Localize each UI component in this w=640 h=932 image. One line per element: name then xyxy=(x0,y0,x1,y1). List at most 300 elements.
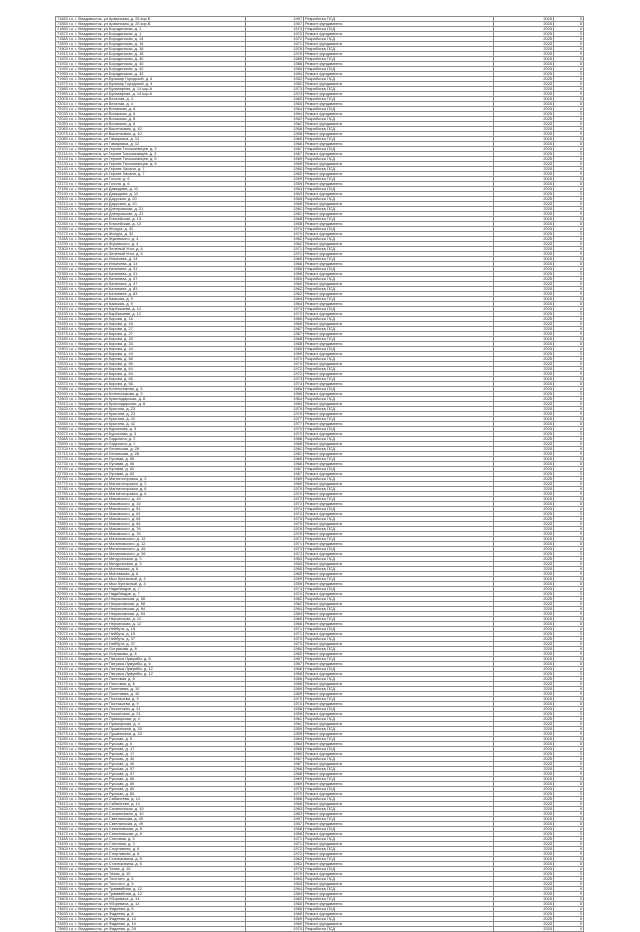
cell-work-type: Разработка ПСД xyxy=(304,767,494,772)
cell-plan-year: 2025 xyxy=(494,752,554,757)
cell-built-year: 1961 xyxy=(246,212,304,217)
cell-plan-year: 2025 xyxy=(494,162,554,167)
cell-work-type: Разработка ПСД xyxy=(304,717,494,722)
cell-plan-year: 2025 xyxy=(494,852,554,857)
cell-address: 73513 г.о. г. Владивосток, ул Спортивная, д. 8 xyxy=(56,852,246,857)
cell-built-year: 1960 xyxy=(246,647,304,652)
cell-plan-year: 2025 xyxy=(494,827,554,832)
cell-value: 0 xyxy=(554,877,584,882)
cell-plan-year: 2025 xyxy=(494,17,554,22)
cell-plan-year: 2025 xyxy=(494,32,554,37)
cell-work-type: Ремонт фундамента xyxy=(304,212,494,217)
cell-built-year: 1973 xyxy=(246,92,304,97)
cell-built-year: 1958 xyxy=(246,267,304,272)
cell-value: 0 xyxy=(554,437,584,442)
cell-address: 72893 г.о. г. Владивосток, ул Малиновского, д. 12 xyxy=(56,542,246,547)
cell-value: 0 xyxy=(554,677,584,682)
cell-address: 73283 г.о. г. Владивосток, ул Русская, д. 5 xyxy=(56,737,246,742)
cell-value: 0 xyxy=(554,737,584,742)
cell-work-type: Разработка ПСД xyxy=(304,307,494,312)
cell-built-year: 1958 xyxy=(246,127,304,132)
cell-plan-year: 2025 xyxy=(494,917,554,922)
cell-value: 0 xyxy=(554,202,584,207)
cell-built-year: 1967 xyxy=(246,152,304,157)
cell-work-type: Ремонт фундамента xyxy=(304,642,494,647)
cell-address: 73403 г.о. г. Владивосток, ул Сабанеева, д. 14 xyxy=(56,797,246,802)
cell-work-type: Разработка ПСД xyxy=(304,847,494,852)
cell-work-type: Разработка ПСД xyxy=(304,107,494,112)
cell-plan-year: 2025 xyxy=(494,487,554,492)
cell-value: 0 xyxy=(554,892,584,897)
cell-address: 72773 г.о. г. Владивосток, ул Магнитогорская, д. 2 xyxy=(56,482,246,487)
cell-value: 0 xyxy=(554,692,584,697)
cell-address: 72223 г.о. г. Владивосток, ул Днепровская, д. 21 xyxy=(56,207,246,212)
cell-value: 0 xyxy=(554,567,584,572)
table-body xyxy=(56,17,584,932)
cell-value: 0 xyxy=(554,322,584,327)
cell-built-year: 1969 xyxy=(246,352,304,357)
cell-plan-year: 2025 xyxy=(494,357,554,362)
cell-value: 0 xyxy=(554,337,584,342)
cell-address: 73393 г.о. г. Владивосток, ул Русская, д. 80 xyxy=(56,792,246,797)
cell-built-year: 1971 xyxy=(246,632,304,637)
cell-plan-year: 2025 xyxy=(494,817,554,822)
cell-value: 0 xyxy=(554,282,584,287)
cell-built-year: 1970 xyxy=(246,792,304,797)
cell-address: 73263 г.о. г. Владивосток, ул Пушкинская, д. 33 xyxy=(56,727,246,732)
cell-value: 0 xyxy=(554,917,584,922)
cell-address: 72803 г.о. г. Владивосток, ул Маковского, д. 15 xyxy=(56,497,246,502)
cell-address: 73273 г.о. г. Владивосток, ул Пушкинская, д. 33 xyxy=(56,732,246,737)
cell-value: 0 xyxy=(554,467,584,472)
cell-work-type: Разработка ПСД xyxy=(304,757,494,762)
cell-work-type: Разработка ПСД xyxy=(304,707,494,712)
cell-address: 71873 г.о. г. Владивосток, ул Бородинская, д. 1 xyxy=(56,32,246,37)
cell-built-year: 1960 xyxy=(246,897,304,902)
cell-plan-year: 2025 xyxy=(494,397,554,402)
cell-address: 73313 г.о. г. Владивосток, ул Русская, д. 17 xyxy=(56,752,246,757)
cell-address: 73013 г.о. г. Владивосток, ул Некрасовская, д. 58 xyxy=(56,602,246,607)
cell-built-year: 1958 xyxy=(246,712,304,717)
cell-built-year: 1973 xyxy=(246,32,304,37)
cell-built-year: 1957 xyxy=(246,822,304,827)
cell-work-type: Разработка ПСД xyxy=(304,657,494,662)
cell-work-type: Разработка ПСД xyxy=(304,197,494,202)
cell-work-type: Разработка ПСД xyxy=(304,887,494,892)
cell-address: 73483 г.о. г. Владивосток, ул Снеговая, д. 3 xyxy=(56,837,246,842)
cell-value: 0 xyxy=(554,242,584,247)
cell-plan-year: 2025 xyxy=(494,772,554,777)
cell-built-year: 1967 xyxy=(246,147,304,152)
cell-built-year: 1969 xyxy=(246,917,304,922)
cell-built-year: 1966 xyxy=(246,262,304,267)
cell-work-type: Разработка ПСД xyxy=(304,827,494,832)
cell-address: 72353 г.о. г. Владивосток, ул Калинина, д. 31 xyxy=(56,272,246,277)
cell-plan-year: 2025 xyxy=(494,412,554,417)
cell-built-year: 1971 xyxy=(246,627,304,632)
cell-work-type: Разработка ПСД xyxy=(304,637,494,642)
cell-work-type: Разработка ПСД xyxy=(304,907,494,912)
cell-built-year: 1970 xyxy=(246,787,304,792)
cell-plan-year: 2025 xyxy=(494,617,554,622)
cell-address: 73153 г.о. г. Владивосток, ул Патриса Лумумбы, д. 12 xyxy=(56,672,246,677)
cell-work-type: Ремонт фундамента xyxy=(304,792,494,797)
cell-work-type: Разработка ПСД xyxy=(304,577,494,582)
cell-built-year: 1970 xyxy=(246,492,304,497)
cell-address: 72203 г.о. г. Владивосток, ул Даурская, д. 20 xyxy=(56,197,246,202)
cell-built-year: 1958 xyxy=(246,827,304,832)
cell-address: 73253 г.о. г. Владивосток, ул Приморская, д. 4 xyxy=(56,722,246,727)
cell-plan-year: 2025 xyxy=(494,542,554,547)
cell-value: 0 xyxy=(554,527,584,532)
cell-address: 72623 г.о. г. Владивосток, ул Крыгина, д. 23 xyxy=(56,407,246,412)
cell-work-type: Ремонт фундамента xyxy=(304,482,494,487)
cell-address: 73663 г.о. г. Владивосток, ул Фадеева, д. 28 xyxy=(56,927,246,932)
cell-built-year: 1971 xyxy=(246,537,304,542)
cell-built-year: 1967 xyxy=(246,327,304,332)
cell-address: 73413 г.о. г. Владивосток, ул Сабанеева, д. 14 xyxy=(56,802,246,807)
cell-work-type: Ремонт фундамента xyxy=(304,732,494,737)
cell-work-type: Ремонт фундамента xyxy=(304,672,494,677)
cell-plan-year: 2025 xyxy=(494,272,554,277)
cell-value: 0 xyxy=(554,357,584,362)
cell-plan-year: 2025 xyxy=(494,312,554,317)
cell-work-type: Ремонт фундамента xyxy=(304,472,494,477)
cell-work-type: Ремонт фундамента xyxy=(304,662,494,667)
cell-value: 0 xyxy=(554,627,584,632)
cell-plan-year: 2025 xyxy=(494,207,554,212)
cell-work-type: Разработка ПСД xyxy=(304,317,494,322)
cell-plan-year: 2025 xyxy=(494,767,554,772)
cell-value: 0 xyxy=(554,422,584,427)
cell-work-type: Ремонт фундамента xyxy=(304,392,494,397)
cell-address: 72763 г.о. г. Владивосток, ул Магнитогорская, д. 2 xyxy=(56,477,246,482)
cell-built-year: 1969 xyxy=(246,782,304,787)
cell-address: 73433 г.о. г. Владивосток, ул Сахалинская, д. 10 xyxy=(56,812,246,817)
cell-plan-year: 2025 xyxy=(494,832,554,837)
cell-value: 0 xyxy=(554,862,584,867)
cell-built-year: 1963 xyxy=(246,807,304,812)
cell-work-type: Ремонт фундамента xyxy=(304,682,494,687)
cell-plan-year: 2025 xyxy=(494,657,554,662)
cell-work-type: Разработка ПСД xyxy=(304,267,494,272)
cell-work-type: Ремонт фундамента xyxy=(304,222,494,227)
cell-plan-year: 2025 xyxy=(494,372,554,377)
cell-address: 72713 г.о. г. Владивосток, ул Ленинская, д. 28 xyxy=(56,452,246,457)
cell-work-type: Ремонт фундамента xyxy=(304,302,494,307)
cell-value: 0 xyxy=(554,352,584,357)
cell-plan-year: 2025 xyxy=(494,332,554,337)
cell-address: 73353 г.о. г. Владивосток, ул Русская, д. 57 xyxy=(56,772,246,777)
cell-value: 0 xyxy=(554,632,584,637)
cell-value: 0 xyxy=(554,577,584,582)
cell-plan-year: 2025 xyxy=(494,482,554,487)
cell-work-type: Разработка ПСД xyxy=(304,37,494,42)
cell-value: 0 xyxy=(554,797,584,802)
cell-built-year: 1973 xyxy=(246,307,304,312)
cell-plan-year: 2025 xyxy=(494,747,554,752)
cell-address: 72883 г.о. г. Владивосток, ул Малиновского, д. 12 xyxy=(56,537,246,542)
cell-built-year: 1952 xyxy=(246,77,304,82)
cell-value: 0 xyxy=(554,687,584,692)
cell-value: 0 xyxy=(554,377,584,382)
cell-work-type: Разработка ПСД xyxy=(304,417,494,422)
cell-plan-year: 2025 xyxy=(494,177,554,182)
cell-work-type: Разработка ПСД xyxy=(304,517,494,522)
cell-work-type: Ремонт фундамента xyxy=(304,92,494,97)
cell-work-type: Ремонт фундамента xyxy=(304,272,494,277)
cell-work-type: Разработка ПСД xyxy=(304,817,494,822)
cell-address: 72143 г.о. г. Владивосток, ул Героев Хасана, д. 7 xyxy=(56,167,246,172)
cell-value: 0 xyxy=(554,267,584,272)
cell-built-year: 1965 xyxy=(246,317,304,322)
cell-work-type: Ремонт фундамента xyxy=(304,852,494,857)
cell-plan-year: 2025 xyxy=(494,212,554,217)
cell-work-type: Разработка ПСД xyxy=(304,157,494,162)
cell-value: 0 xyxy=(554,702,584,707)
cell-built-year: 1959 xyxy=(246,727,304,732)
cell-value: 0 xyxy=(554,197,584,202)
cell-address: 73603 г.о. г. Владивосток, ул Уборевича, д. 13 xyxy=(56,897,246,902)
cell-plan-year: 2025 xyxy=(494,802,554,807)
cell-plan-year: 2025 xyxy=(494,252,554,257)
cell-address: 72533 г.о. г. Владивосток, ул Кирова, д. 56 xyxy=(56,362,246,367)
cell-work-type: Разработка ПСД xyxy=(304,377,494,382)
cell-work-type: Разработка ПСД xyxy=(304,537,494,542)
cell-built-year: 1965 xyxy=(246,202,304,207)
cell-work-type: Разработка ПСД xyxy=(304,117,494,122)
cell-address: 72063 г.о. г. Владивосток, ул Выселковая, д. 10 xyxy=(56,127,246,132)
cell-built-year: 1962 xyxy=(246,862,304,867)
cell-value: 0 xyxy=(554,82,584,87)
cell-address: 72633 г.о. г. Владивосток, ул Крыгина, д. 23 xyxy=(56,412,246,417)
cell-work-type: Ремонт фундамента xyxy=(304,172,494,177)
cell-address: 72403 г.о. г. Владивосток, ул Камская, д. 9 xyxy=(56,297,246,302)
cell-value: 0 xyxy=(554,852,584,857)
cell-value: 0 xyxy=(554,277,584,282)
cell-value: 0 xyxy=(554,342,584,347)
cell-work-type: Ремонт фундамента xyxy=(304,742,494,747)
cell-plan-year: 2025 xyxy=(494,452,554,457)
cell-plan-year: 2025 xyxy=(494,182,554,187)
cell-value: 0 xyxy=(554,62,584,67)
cell-work-type: Ремонт фундамента xyxy=(304,252,494,257)
cell-work-type: Разработка ПСД xyxy=(304,347,494,352)
cell-value: 0 xyxy=(554,427,584,432)
cell-plan-year: 2025 xyxy=(494,687,554,692)
cell-value: 0 xyxy=(554,847,584,852)
cell-built-year: 1965 xyxy=(246,197,304,202)
cell-value: 0 xyxy=(554,472,584,477)
cell-address: 72023 г.о. г. Владивосток, ул Волжская, д. 6 xyxy=(56,107,246,112)
cell-built-year: 1975 xyxy=(246,872,304,877)
cell-work-type: Разработка ПСД xyxy=(304,397,494,402)
cell-plan-year: 2025 xyxy=(494,42,554,47)
cell-work-type: Разработка ПСД xyxy=(304,427,494,432)
cell-value: 0 xyxy=(554,272,584,277)
cell-built-year: 1958 xyxy=(246,832,304,837)
cell-plan-year: 2025 xyxy=(494,202,554,207)
cell-address: 73103 г.о. г. Владивосток, ул Острякова, д. 8 xyxy=(56,647,246,652)
cell-work-type: Ремонт фундамента xyxy=(304,122,494,127)
cell-work-type: Ремонт фундамента xyxy=(304,922,494,927)
cell-work-type: Ремонт фундамента xyxy=(304,702,494,707)
cell-plan-year: 2025 xyxy=(494,782,554,787)
cell-plan-year: 2025 xyxy=(494,877,554,882)
cell-work-type: Разработка ПСД xyxy=(304,527,494,532)
cell-work-type: Ремонт фундамента xyxy=(304,552,494,557)
cell-value: 0 xyxy=(554,347,584,352)
cell-plan-year: 2025 xyxy=(494,457,554,462)
cell-value: 0 xyxy=(554,722,584,727)
cell-built-year: 1967 xyxy=(246,467,304,472)
cell-address: 72983 г.о. г. Владивосток, ул Надибаидзе, д. 7 xyxy=(56,587,246,592)
cell-value: 0 xyxy=(554,72,584,77)
cell-work-type: Ремонт фундамента xyxy=(304,422,494,427)
cell-plan-year: 2025 xyxy=(494,517,554,522)
cell-address: 72963 г.о. г. Владивосток, ул Мыс Кунгасный, д. 4 xyxy=(56,577,246,582)
cell-address: 71913 г.о. г. Владивосток, ул Бородинская, д. 18 xyxy=(56,52,246,57)
cell-value: 0 xyxy=(554,57,584,62)
cell-value: 0 xyxy=(554,42,584,47)
cell-plan-year: 2025 xyxy=(494,897,554,902)
cell-built-year: 1969 xyxy=(246,922,304,927)
cell-work-type: Ремонт фундамента xyxy=(304,402,494,407)
cell-work-type: Разработка ПСД xyxy=(304,777,494,782)
cell-address: 73593 г.о. г. Владивосток, ул Трамвайная, д. 12 xyxy=(56,892,246,897)
cell-built-year: 1970 xyxy=(246,487,304,492)
cell-built-year: 1967 xyxy=(246,332,304,337)
cell-work-type: Ремонт фундамента xyxy=(304,332,494,337)
cell-value: 0 xyxy=(554,207,584,212)
cell-address: 73033 г.о. г. Владивосток, ул Некрасовская, д. 84 xyxy=(56,612,246,617)
cell-plan-year: 2025 xyxy=(494,227,554,232)
cell-address: 73203 г.о. г. Владивосток, ул Постышева, д. 9 xyxy=(56,697,246,702)
cell-plan-year: 2025 xyxy=(494,142,554,147)
cell-work-type: Разработка ПСД xyxy=(304,557,494,562)
cell-built-year: 1969 xyxy=(246,157,304,162)
cell-built-year: 1966 xyxy=(246,617,304,622)
cell-address: 72473 г.о. г. Владивосток, ул Кирова, д. 27 xyxy=(56,332,246,337)
cell-address: 72193 г.о. г. Владивосток, ул Давыдова, д. 12 xyxy=(56,192,246,197)
cell-work-type: Разработка ПСД xyxy=(304,247,494,252)
cell-plan-year: 2025 xyxy=(494,867,554,872)
cell-plan-year: 2025 xyxy=(494,892,554,897)
cell-address: 72243 г.о. г. Владивосток, ул Енисейская, д. 13 xyxy=(56,217,246,222)
cell-plan-year: 2025 xyxy=(494,527,554,532)
cell-built-year: 1978 xyxy=(246,52,304,57)
cell-plan-year: 2025 xyxy=(494,347,554,352)
cell-plan-year: 2025 xyxy=(494,602,554,607)
cell-work-type: Ремонт фундамента xyxy=(304,612,494,617)
cell-plan-year: 2025 xyxy=(494,102,554,107)
cell-plan-year: 2025 xyxy=(494,367,554,372)
cell-value: 0 xyxy=(554,117,584,122)
cell-plan-year: 2025 xyxy=(494,627,554,632)
cell-built-year: 1961 xyxy=(246,722,304,727)
cell-value: 0 xyxy=(554,332,584,337)
cell-value: 0 xyxy=(554,252,584,257)
cell-value: 0 xyxy=(554,522,584,527)
cell-value: 0 xyxy=(554,167,584,172)
cell-address: 71973 г.о. г. Владивосток, ул Бульвар Городской, д. 4 xyxy=(56,82,246,87)
cell-built-year: 1962 xyxy=(246,857,304,862)
cell-work-type: Ремонт фундамента xyxy=(304,182,494,187)
cell-work-type: Ремонт фундамента xyxy=(304,602,494,607)
cell-built-year: 1966 xyxy=(246,802,304,807)
cell-work-type: Ремонт фундамента xyxy=(304,102,494,107)
cell-plan-year: 2025 xyxy=(494,692,554,697)
cell-work-type: Ремонт фундамента xyxy=(304,842,494,847)
cell-plan-year: 2025 xyxy=(494,237,554,242)
cell-plan-year: 2025 xyxy=(494,597,554,602)
cell-address: 71983 г.о. г. Владивосток, ул Бульварная, д. 14 кор.А xyxy=(56,87,246,92)
cell-plan-year: 2025 xyxy=(494,557,554,562)
cell-built-year: 1969 xyxy=(246,347,304,352)
cell-plan-year: 2025 xyxy=(494,362,554,367)
cell-work-type: Ремонт фундамента xyxy=(304,72,494,77)
cell-value: 0 xyxy=(554,667,584,672)
cell-address: 72093 г.о. г. Владивосток, ул Гамарника, д. 12 xyxy=(56,142,246,147)
cell-value: 0 xyxy=(554,147,584,152)
cell-plan-year: 2025 xyxy=(494,47,554,52)
cell-built-year: 1969 xyxy=(246,477,304,482)
cell-value: 0 xyxy=(554,717,584,722)
cell-plan-year: 2025 xyxy=(494,222,554,227)
cell-work-type: Разработка ПСД xyxy=(304,697,494,702)
cell-address: 73163 г.о. г. Владивосток, ул Пихтовая, д. 6 xyxy=(56,677,246,682)
cell-work-type: Разработка ПСД xyxy=(304,447,494,452)
cell-plan-year: 2025 xyxy=(494,337,554,342)
cell-address: 73183 г.о. г. Владивосток, ул Полетаева, д. 10 xyxy=(56,687,246,692)
cell-work-type: Ремонт фундамента xyxy=(304,512,494,517)
cell-built-year: 1964 xyxy=(246,402,304,407)
cell-address: 72813 г.о. г. Владивосток, ул Маковского, д. 15 xyxy=(56,502,246,507)
cell-address: 72973 г.о. г. Владивосток, ул Мыс Кунгасный, д. 4 xyxy=(56,582,246,587)
cell-plan-year: 2025 xyxy=(494,502,554,507)
cell-built-year: 1973 xyxy=(246,547,304,552)
cell-address: 72083 г.о. г. Владивосток, ул Гамарника, д. 12 xyxy=(56,137,246,142)
cell-work-type: Ремонт фундамента xyxy=(304,492,494,497)
cell-address: 72103 г.о. г. Владивосток, ул Героев Тихоокеанцев, д. 3 xyxy=(56,147,246,152)
cell-work-type: Ремонт фундамента xyxy=(304,162,494,167)
cell-value: 0 xyxy=(554,52,584,57)
cell-address: 72563 г.о. г. Владивосток, ул Кирова, д. 66 xyxy=(56,377,246,382)
table-row xyxy=(56,927,584,932)
cell-built-year: 1972 xyxy=(246,497,304,502)
cell-built-year: 1963 xyxy=(246,192,304,197)
cell-plan-year: 2025 xyxy=(494,167,554,172)
cell-built-year: 1964 xyxy=(246,612,304,617)
cell-plan-year: 2025 xyxy=(494,287,554,292)
cell-built-year: 1964 xyxy=(246,397,304,402)
cell-value: 0 xyxy=(554,142,584,147)
cell-value: 0 xyxy=(554,562,584,567)
cell-address: 72953 г.о. г. Владивосток, ул Монтажная, д. 8 xyxy=(56,572,246,577)
cell-built-year: 1970 xyxy=(246,927,304,932)
cell-built-year: 1984 xyxy=(246,72,304,77)
cell-built-year: 1959 xyxy=(246,732,304,737)
cell-address: 73293 г.о. г. Владивосток, ул Русская, д. 5 xyxy=(56,742,246,747)
cell-address: 72343 г.о. г. Владивосток, ул Калинина, д. 31 xyxy=(56,267,246,272)
cell-address: 73653 г.о. г. Владивосток, ул Фадеева, д. 14 xyxy=(56,922,246,927)
cell-address: 73583 г.о. г. Владивосток, ул Трамвайная, д. 12 xyxy=(56,887,246,892)
cell-plan-year: 2025 xyxy=(494,622,554,627)
cell-built-year: 1970 xyxy=(246,357,304,362)
cell-built-year: 1969 xyxy=(246,482,304,487)
cell-work-type: Разработка ПСД xyxy=(304,917,494,922)
cell-built-year: 1974 xyxy=(246,507,304,512)
